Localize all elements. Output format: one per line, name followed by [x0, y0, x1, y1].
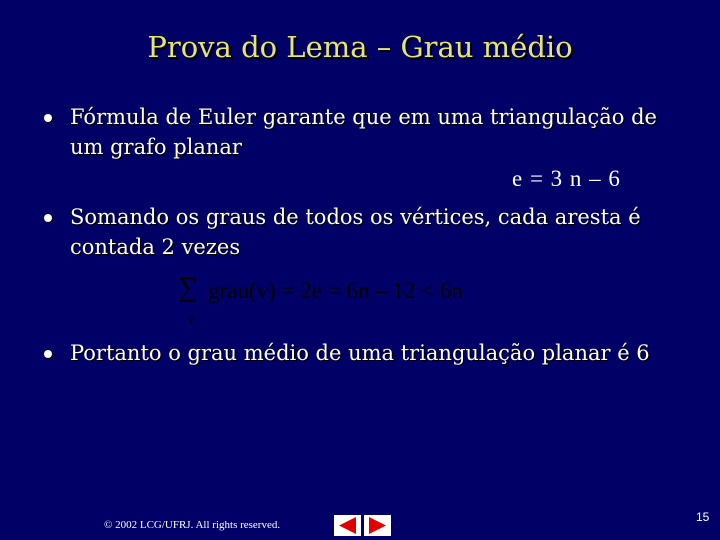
bullet-item-euler [44, 102, 684, 162]
bullet-dot-icon [44, 114, 52, 122]
copyright-footer: © 2002 LCG/UFRJ. All rights reserved. [104, 519, 281, 531]
bullet-text: Fórmula de Euler garante que em uma triangulação de um grafo planar [70, 105, 657, 159]
bullet-text: Somando os graus de todos os vértices, cada aresta é contada 2 vezes [70, 205, 641, 259]
bullet-dot-icon [44, 350, 52, 358]
summation-subscript: v [188, 312, 195, 327]
summation-symbol: ∑ [178, 272, 198, 303]
next-slide-button[interactable] [364, 515, 391, 536]
bullet-dot-icon [44, 214, 52, 222]
slide-title: Prova do Lema – Grau médio [147, 30, 573, 64]
formula-expression: grau(v) = 2e = 6n – 12 < 6n [208, 278, 463, 303]
previous-slide-button[interactable] [334, 515, 361, 536]
formula-edges [512, 166, 621, 192]
triangle-left-icon [334, 515, 361, 536]
bullet-text: Portanto o grau médio de uma triangulação planar é 6 [70, 341, 650, 365]
bullet-item-conclusion [44, 338, 684, 368]
bullet-item-degree-sum [44, 202, 684, 262]
page-number: 15 [696, 510, 710, 524]
formula-text: e = 3 n – 6 [512, 166, 621, 191]
triangle-right-icon [364, 515, 391, 536]
